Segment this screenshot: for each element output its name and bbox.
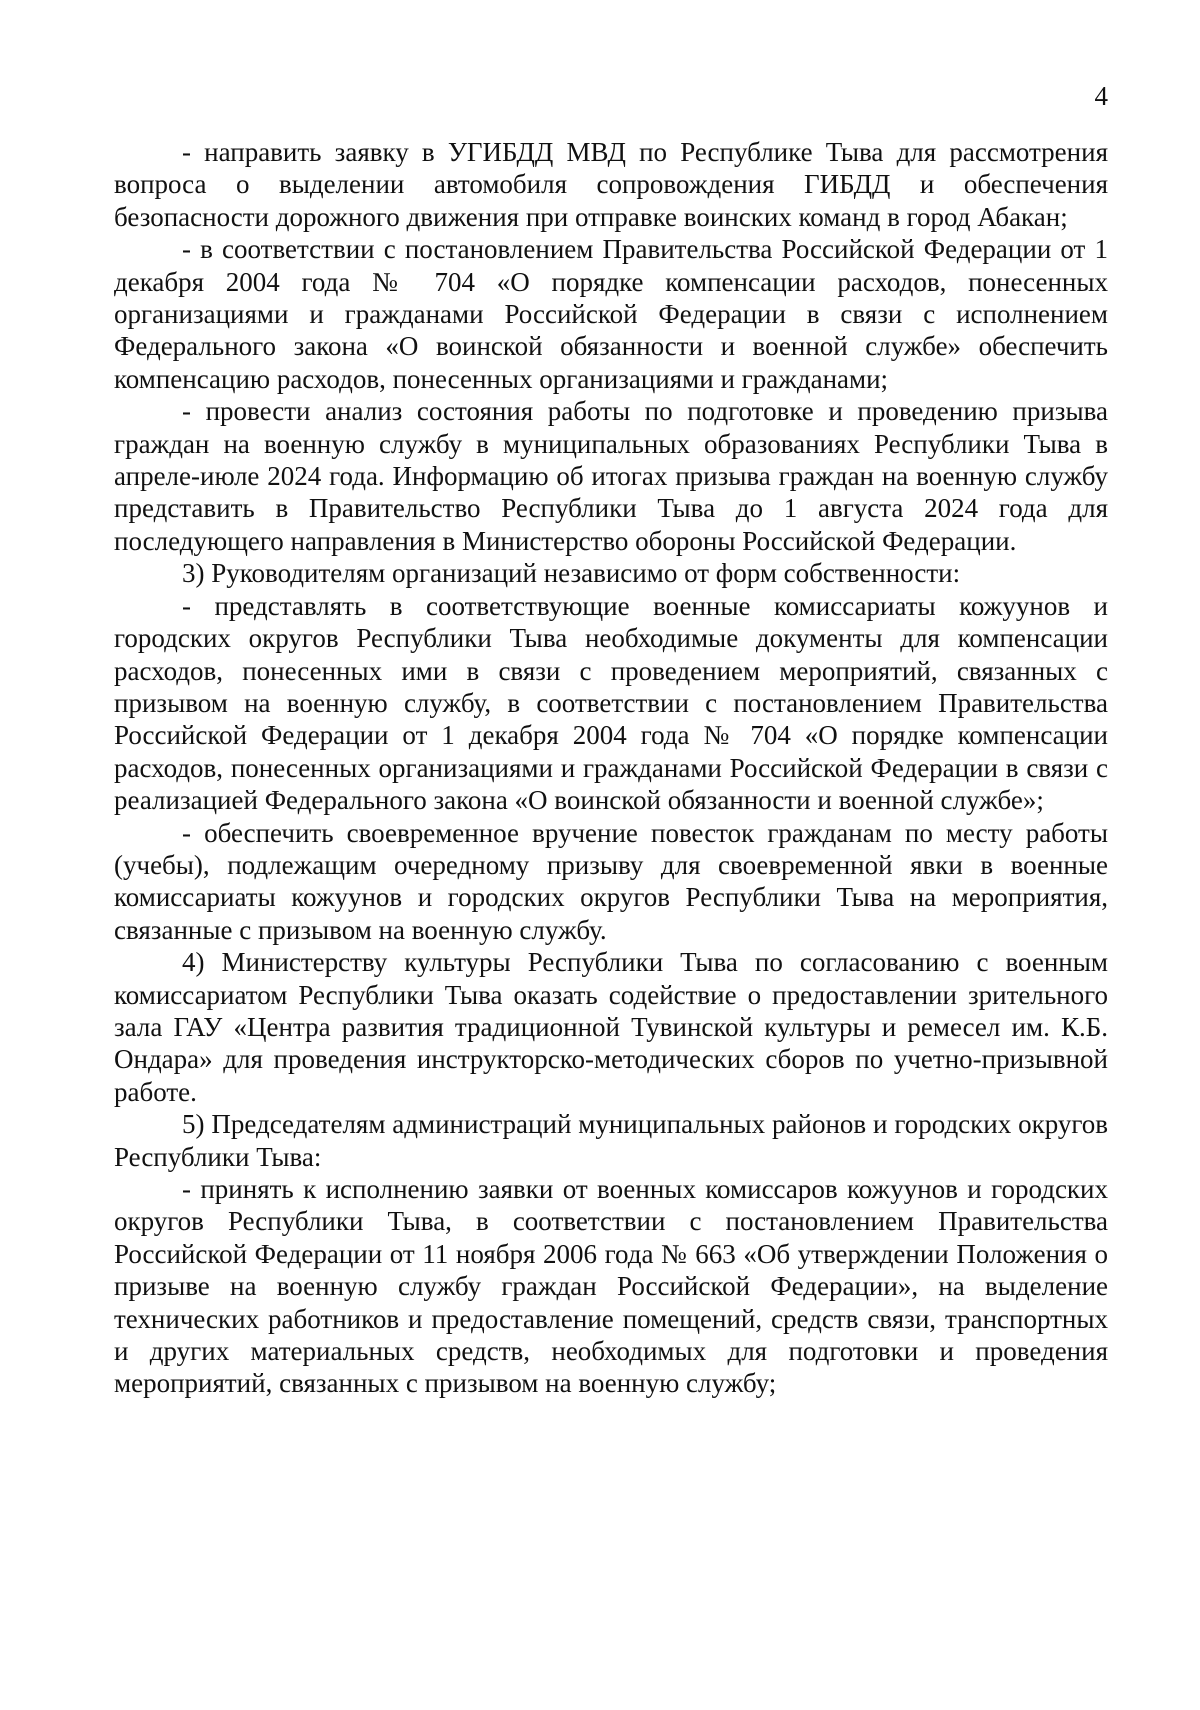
paragraph-expense-compensation: - в соответствии с постановлением Правительства Российской Федерации от 1 декабря 2004 года № 704 «О порядке компенсации расходов, понесенных организациями и гражданами Российской Федерации в связи с исполнением Федерального закона «О воинской обязанности и военной службе» обеспечить компенсацию расходов, понесенных организациями и гражданами; <box>114 234 1108 394</box>
page-number: 4 <box>1094 81 1108 111</box>
paragraph-traffic-police-request: - направить заявку в УГИБДД МВД по Республике Тыва для рассмотрения вопроса о выделении автомобиля сопровождения ГИБДД и обеспечения безопасности дорожного движения при отправке воинских команд в город Абакан; <box>114 137 1108 232</box>
paragraph-section-3-heading: 3) Руководителям организаций независимо от форм собственности: <box>182 558 961 589</box>
paragraph-accept-requests: - принять к исполнению заявки от военных комиссаров кожуунов и городских округов Республики Тыва, в соответствии с постановлением Правительства Российской Федерации от 11 ноября 2006 года № 663 «Об утверждении Положения о призыве на военную службу граждан Российской Федерации», на выделение технических работников и предоставление помещений, средств связи, транспортных и других материальных средств, необходимых для подготовки и проведения мероприятий, связанных с призывом на военную службу; <box>114 1174 1108 1399</box>
paragraph-section-4-culture-ministry: 4) Министерству культуры Республики Тыва по согласованию с военным комиссариатом Республики Тыва оказать содействие о предоставлении зрительного зала ГАУ «Центра развития традиционной Тувинской культуры и ремесел им. К.Б. Ондара» для проведения инструкторско-методических сборов по учетно-призывной работе. <box>114 947 1108 1107</box>
paragraph-deliver-summons: - обеспечить своевременное вручение повесток гражданам по месту работы (учебы), подлежащим очередному призыву для своевременной явки в военные комиссариаты кожуунов и городских округов Республики Тыва на мероприятия, связанные с призывом на военную службу. <box>114 817 1108 945</box>
paragraph-conscription-analysis: - провести анализ состояния работы по подготовке и проведению призыва граждан на военную службу в муниципальных образованиях Республики Тыва в апреле-июле 2024 года. Информацию об итогах призыва граждан на военную службу представить в Правительство Республики Тыва до 1 августа 2024 года для последующего направления в Министерство обороны Российской Федерации. <box>114 396 1108 556</box>
paragraph-section-5-heading: 5) Председателям администраций муниципальных районов и городских округов Республики Тыва: <box>114 1109 1108 1172</box>
paragraph-submit-documents: - представлять в соответствующие военные комиссариаты кожуунов и городских округов Республики Тыва необходимые документы для компенсации расходов, понесенных ими в связи с проведением мероприятий, связанных с призывом на военную службу, в соответствии с постановлением Правительства Российской Федерации от 1 декабря 2004 года № 704 «О порядке компенсации расходов, понесенных организациями и гражданами Российской Федерации в связи с реализацией Федерального закона «О воинской обязанности и военной службе»; <box>114 590 1108 816</box>
document-body <box>114 136 1108 1400</box>
